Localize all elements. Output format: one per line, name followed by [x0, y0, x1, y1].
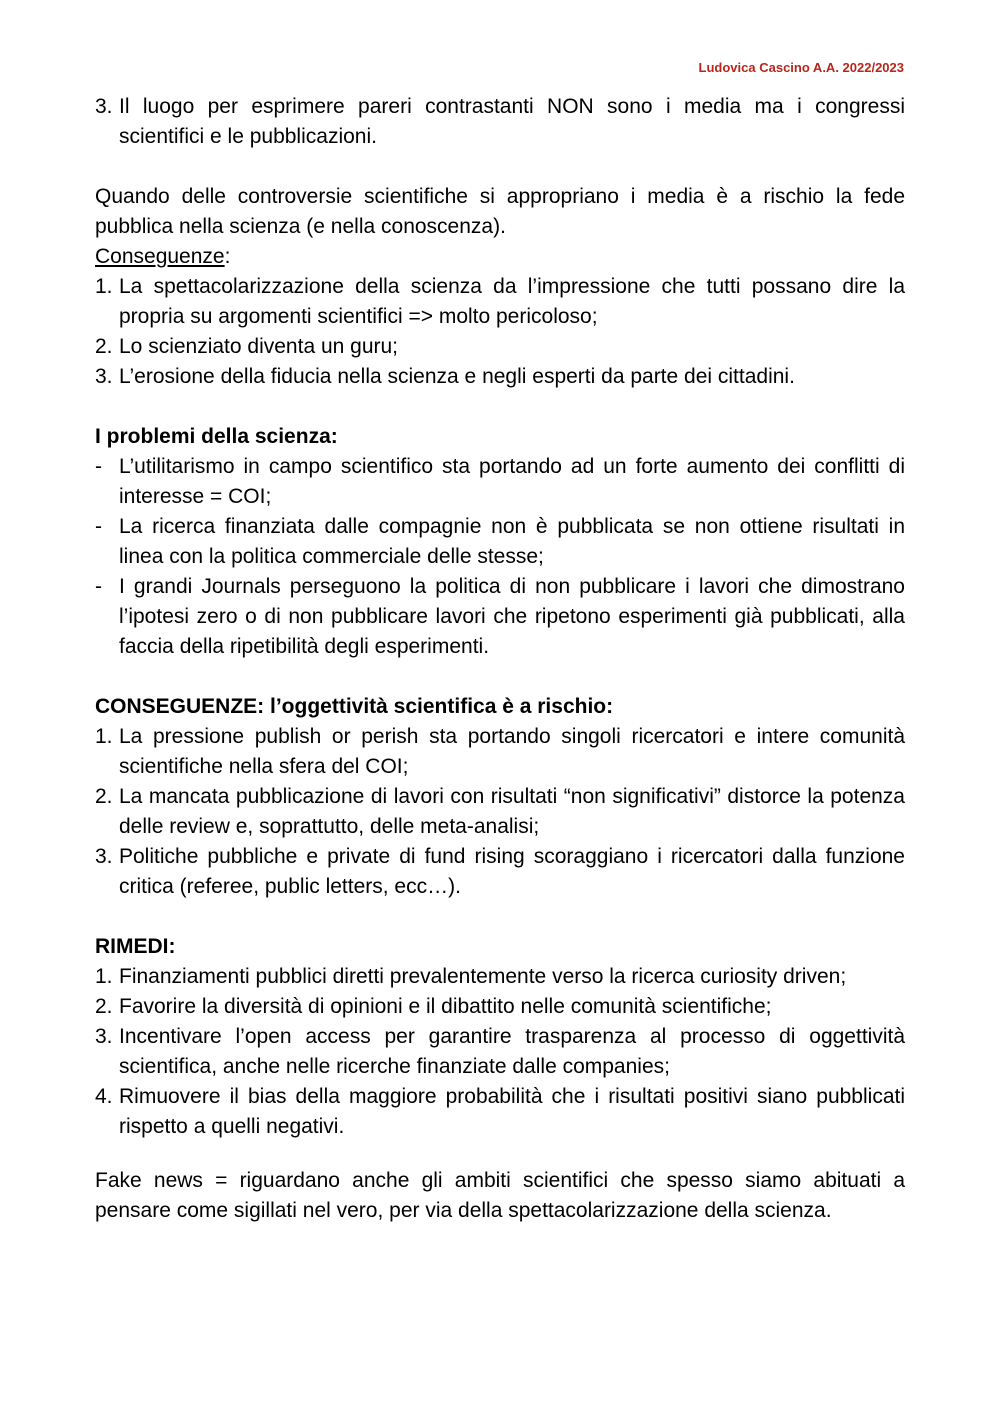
list-marker: 2. — [95, 785, 113, 808]
list-marker: 1. — [95, 275, 113, 298]
list-item — [95, 332, 905, 362]
list-item-text: Politiche pubbliche e private di fund rising scoraggiano i ricercatori dalla funzione critica (referee, public letters, ecc…). — [119, 845, 905, 898]
list-item — [95, 452, 905, 512]
problemi-heading: I problemi della scienza: — [95, 425, 338, 448]
list-item-text: Rimuovere il bias della maggiore probabilità che i risultati positivi siano pubblicati rispetto a quelli negativi. — [119, 1085, 905, 1138]
list-marker: 2. — [95, 335, 113, 358]
list-item-text: La ricerca finanziata dalle compagnie non è pubblicata se non ottiene risultati in linea con la politica commerciale delle stesse; — [119, 515, 905, 568]
list-marker: 2. — [95, 995, 113, 1018]
list-marker: 3. — [95, 1025, 113, 1048]
list-item — [95, 782, 905, 842]
list-item — [95, 1082, 905, 1142]
list-marker: 3. — [95, 845, 113, 868]
list-item — [95, 92, 905, 152]
list-marker: 3. — [95, 95, 113, 118]
list-item-text: Favorire la diversità di opinioni e il dibattito nelle comunità scientifiche; — [119, 995, 772, 1018]
list-item — [95, 572, 905, 662]
problemi-list — [95, 452, 905, 662]
list-item-text: Il luogo per esprimere pareri contrastanti NON sono i media ma i congressi scientifici e le pubblicazioni. — [119, 95, 905, 148]
list-item-text: L’utilitarismo in campo scientifico sta portando ad un forte aumento dei conflitti di interesse = COI; — [119, 455, 905, 508]
paragraph-media: Quando delle controversie scientifiche si appropriano i media è a rischio la fede pubblica nella scienza (e nella conoscenza). — [95, 185, 905, 238]
list-item — [95, 362, 905, 392]
conseguenze-list — [95, 272, 905, 392]
list-marker: 1. — [95, 725, 113, 748]
list-marker: - — [95, 515, 102, 538]
list-marker: - — [95, 575, 102, 598]
rimedi-heading: RIMEDI: — [95, 935, 176, 958]
list-marker: 3. — [95, 365, 113, 388]
list-item-text: L’erosione della fiducia nella scienza e negli esperti da parte dei cittadini. — [119, 365, 795, 388]
list-item — [95, 842, 905, 902]
list-item — [95, 962, 905, 992]
list-item-text: La pressione publish or perish sta portando singoli ricercatori e intere comunità scientifiche nella sfera del COI; — [119, 725, 905, 778]
list-item — [95, 722, 905, 782]
list-item — [95, 1022, 905, 1082]
list-item — [95, 272, 905, 332]
conseguenze-label-line — [95, 242, 905, 272]
oggettivita-list — [95, 722, 905, 902]
list-item — [95, 512, 905, 572]
intro-list — [95, 92, 905, 152]
list-item-text: Lo scienziato diventa un guru; — [119, 335, 399, 358]
list-marker: 1. — [95, 965, 113, 988]
list-item-text: Finanziamenti pubblici diretti prevalentemente verso la ricerca curiosity driven; — [119, 965, 847, 988]
oggettivita-heading: CONSEGUENZE: l’oggettività scientifica è a rischio: — [95, 695, 614, 718]
rimedi-list — [95, 962, 905, 1142]
conseguenze-colon: : — [224, 245, 231, 268]
conseguenze-label: Conseguenze — [95, 245, 225, 268]
list-item-text: Incentivare l’open access per garantire trasparenza al processo di oggettività scientifica, anche nelle ricerche finanziate dalle companies; — [119, 1025, 905, 1078]
list-item — [95, 992, 905, 1022]
paragraph-fake-news: Fake news = riguardano anche gli ambiti scientifici che spesso siamo abituati a pensare come sigillati nel vero, per via della spettacolarizzazione della scienza. — [95, 1169, 905, 1222]
list-item-text: La mancata pubblicazione di lavori con risultati “non significativi” distorce la potenza delle review e, soprattutto, delle meta-analisi; — [119, 785, 905, 838]
page-header-author: Ludovica Cascino A.A. 2022/2023 — [698, 60, 904, 75]
document-body — [95, 92, 905, 1226]
list-marker: 4. — [95, 1085, 113, 1108]
list-item-text: La spettacolarizzazione della scienza da l’impressione che tutti possano dire la propria su argomenti scientifici => molto pericoloso; — [119, 275, 905, 328]
list-marker: - — [95, 455, 102, 478]
list-item-text: I grandi Journals perseguono la politica di non pubblicare i lavori che dimostrano l’ipotesi zero o di non pubblicare lavori che ripetono esperimenti già pubblicati, alla faccia della ripetibilità degli esperimenti. — [119, 575, 905, 658]
